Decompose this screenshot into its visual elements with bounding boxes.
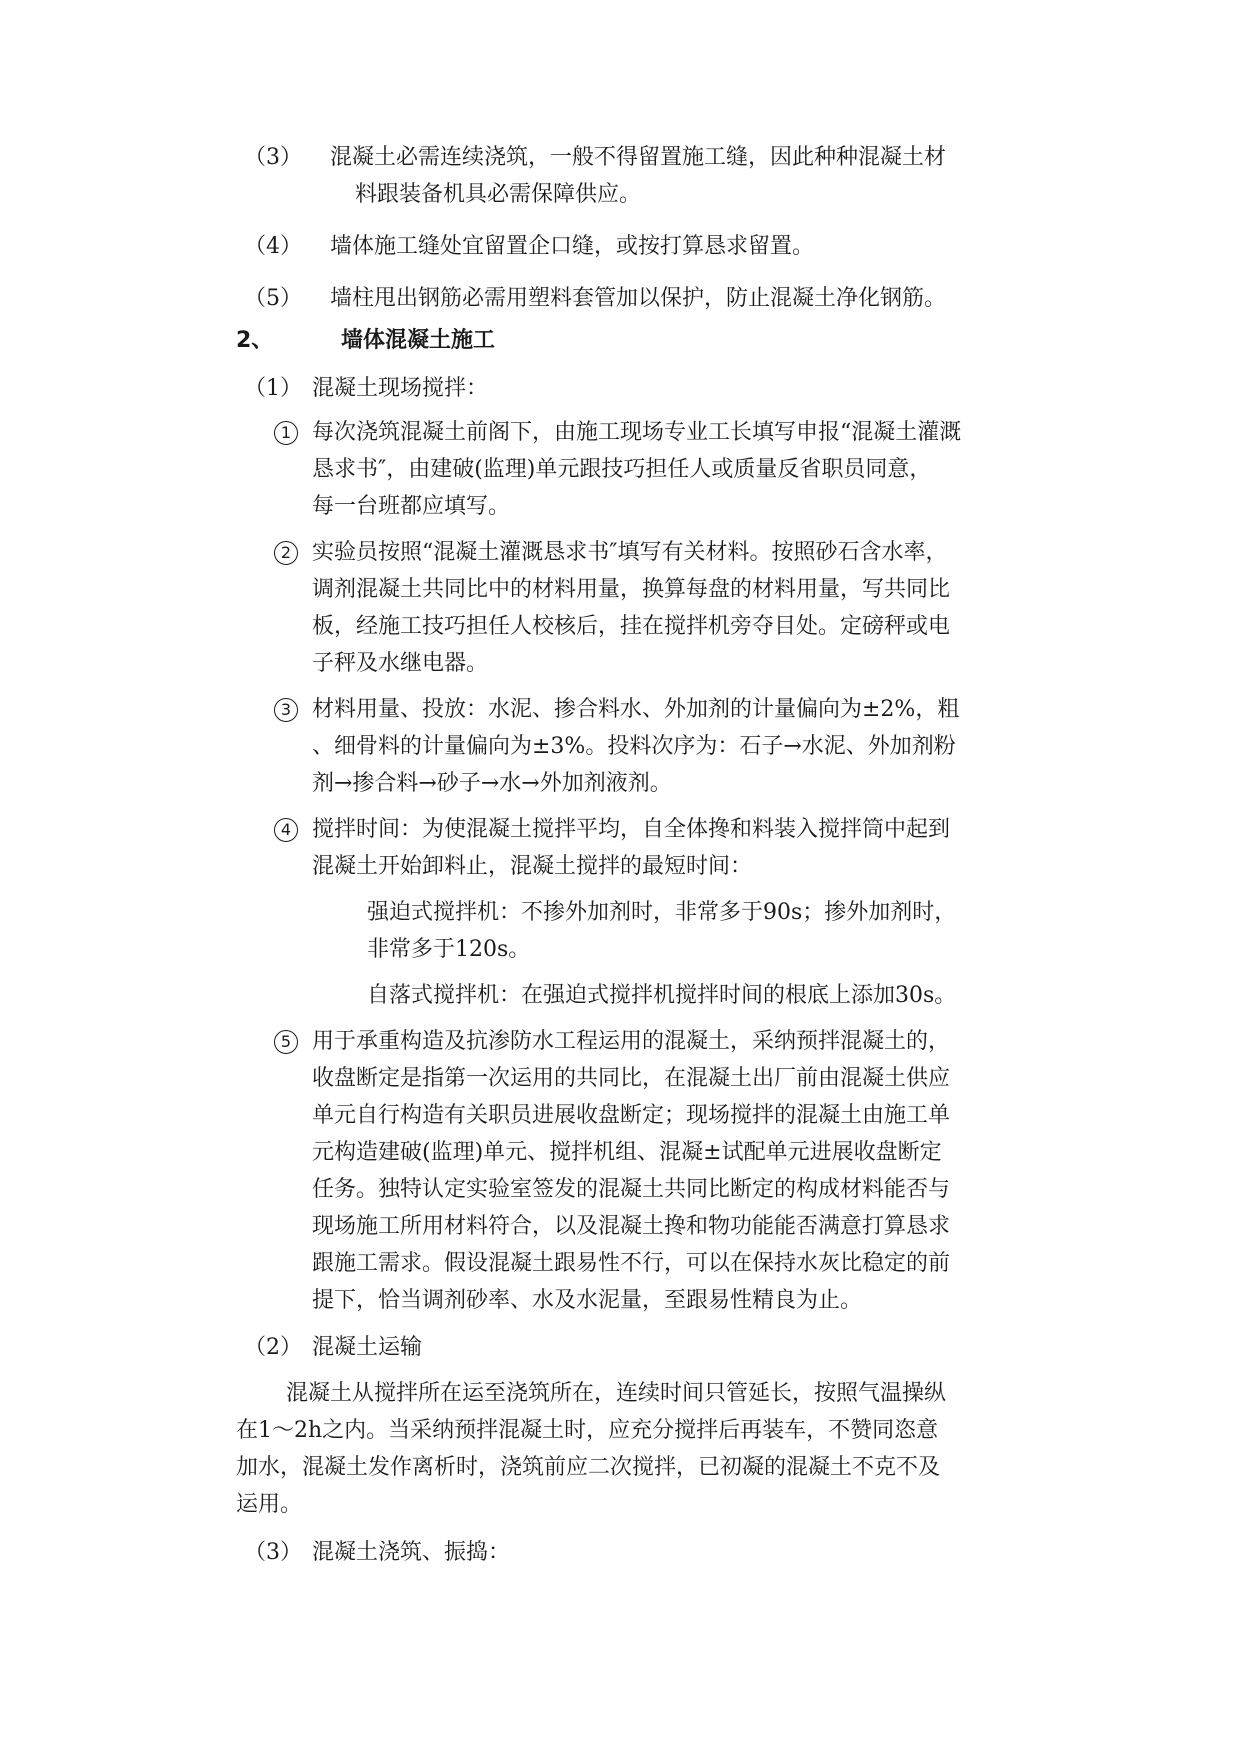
step-3-line-1: 材料用量、投放：水泥、掺合料水、外加剂的计量偏向为±2%，粗 (312, 697, 960, 722)
step-4-line-1: 搅拌时间：为使混凝土搅拌平均，自全体搀和料装入搅拌筒中起到 (312, 817, 951, 842)
forced-mixer-line-1: 强迫式搅拌机：不掺外加剂时，非常多于90s；掺外加剂时， (367, 900, 957, 925)
item-3-line-1: 混凝土必需连续浇筑，一般不得留置施工缝，因此种种混凝土材 (330, 145, 947, 170)
step-5-line-4: 元构造建破(监理)单元、搅拌机组、混凝±试配单元进展收盘断定 (312, 1140, 942, 1165)
free-fall-mixer-line: 自落式搅拌机：在强迫式搅拌机搅拌时间的根底上添加30s。 (367, 983, 957, 1008)
step-5-line-5: 任务。独特认定实验室签发的混凝土共同比断定的构成材料能否与 (312, 1177, 951, 1202)
sub-2-label: （2） (244, 1335, 302, 1360)
step-2-line-3: 板，经施工技巧担任人校核后，挂在搅拌机旁夺目处。定磅秤或电 (312, 614, 951, 639)
step-1-line-2: 恳求书″，由建破(监理)单元跟技巧担任人或质量反省职员同意， (312, 457, 932, 482)
step-2-line-4: 子秤及水继电器。 (312, 651, 489, 676)
step-5-line-8: 提下，恰当调剂砂率、水及水泥量，至跟易性精良为止。 (312, 1288, 863, 1313)
item-4-line-1: 墙体施工缝处宜留置企口缝，或按打算恳求留置。 (330, 234, 815, 259)
step-5-line-6: 现场施工所用材料符合，以及混凝土搀和物功能能否满意打算恳求 (312, 1214, 951, 1239)
step-3-line-2: 、细骨料的计量偏向为±3%。投料次序为：石子→水泥、外加剂粉 (312, 734, 956, 759)
step-1-line-1: 每次浇筑混凝土前阁下，由施工现场专业工长填写申报“混凝土灌溉 (312, 420, 962, 445)
step-1-line-3: 每一台班都应填写。 (312, 494, 511, 519)
step-5-line-3: 单元自行构造有关职员进展收盘断定；现场搅拌的混凝土由施工单 (312, 1103, 951, 1128)
step-5-line-2: 收盘断定是指第一次运用的共同比，在混凝土出厂前由混凝土供应 (312, 1066, 951, 1091)
step-3-line-3: 剂→掺合料→砂子→水→外加剂液剂。 (312, 771, 672, 796)
sub-1-label: （1） (244, 376, 302, 401)
step-2-number-icon: 2 (274, 541, 298, 565)
step-2-line-1: 实验员按照“混凝土灌溉恳求书″填写有关材料。按照砂石含水率， (312, 540, 948, 565)
transport-paragraph-line-2: 在1～2h之内。当采纳预拌混凝土时，应充分搅拌后再装车，不赞同恣意 (236, 1418, 939, 1443)
step-4-number-icon: 4 (274, 818, 298, 842)
item-5-line-1: 墙柱甩出钢筋必需用塑料套管加以保护，防止混凝土净化钢筋。 (330, 286, 947, 311)
sub-3-title: 混凝土浇筑、振捣： (312, 1540, 511, 1565)
step-3-number-icon: 3 (274, 698, 298, 722)
sub-3-label: （3） (244, 1540, 302, 1565)
transport-paragraph-line-3: 加水，混凝土发作离析时，浇筑前应二次搅拌，已初凝的混凝土不克不及 (236, 1455, 941, 1480)
transport-paragraph-line-1: 混凝土从搅拌所在运至浇筑所在，连续时间只管延长，按照气温操纵 (286, 1381, 947, 1406)
transport-paragraph-line-4: 运用。 (236, 1492, 303, 1517)
step-5-number-icon: 5 (274, 1030, 298, 1054)
item-4-label: （4） (244, 234, 302, 259)
section-2-title: 墙体混凝土施工 (341, 328, 496, 353)
item-3-label: （3） (244, 145, 302, 170)
step-5-line-1: 用于承重构造及抗渗防水工程运用的混凝土，采纳预拌混凝土的， (312, 1029, 951, 1054)
sub-2-title: 混凝土运输 (312, 1335, 423, 1360)
section-2-number: 2、 (236, 328, 274, 353)
step-5-line-7: 跟施工需求。假设混凝土跟易性不行，可以在保持水灰比稳定的前 (312, 1251, 951, 1276)
item-5-label: （5） (244, 286, 302, 311)
sub-1-title: 混凝土现场搅拌： (312, 376, 489, 401)
item-3-line-2: 料跟装备机具必需保障供应。 (355, 182, 642, 207)
forced-mixer-line-2: 非常多于120s。 (367, 937, 531, 962)
step-4-line-2: 混凝土开始卸料止，混凝土搅拌的最短时间： (312, 854, 753, 879)
step-2-line-2: 调剂混凝土共同比中的材料用量，换算每盘的材料用量，写共同比 (312, 577, 951, 602)
step-1-number-icon: 1 (274, 421, 298, 445)
